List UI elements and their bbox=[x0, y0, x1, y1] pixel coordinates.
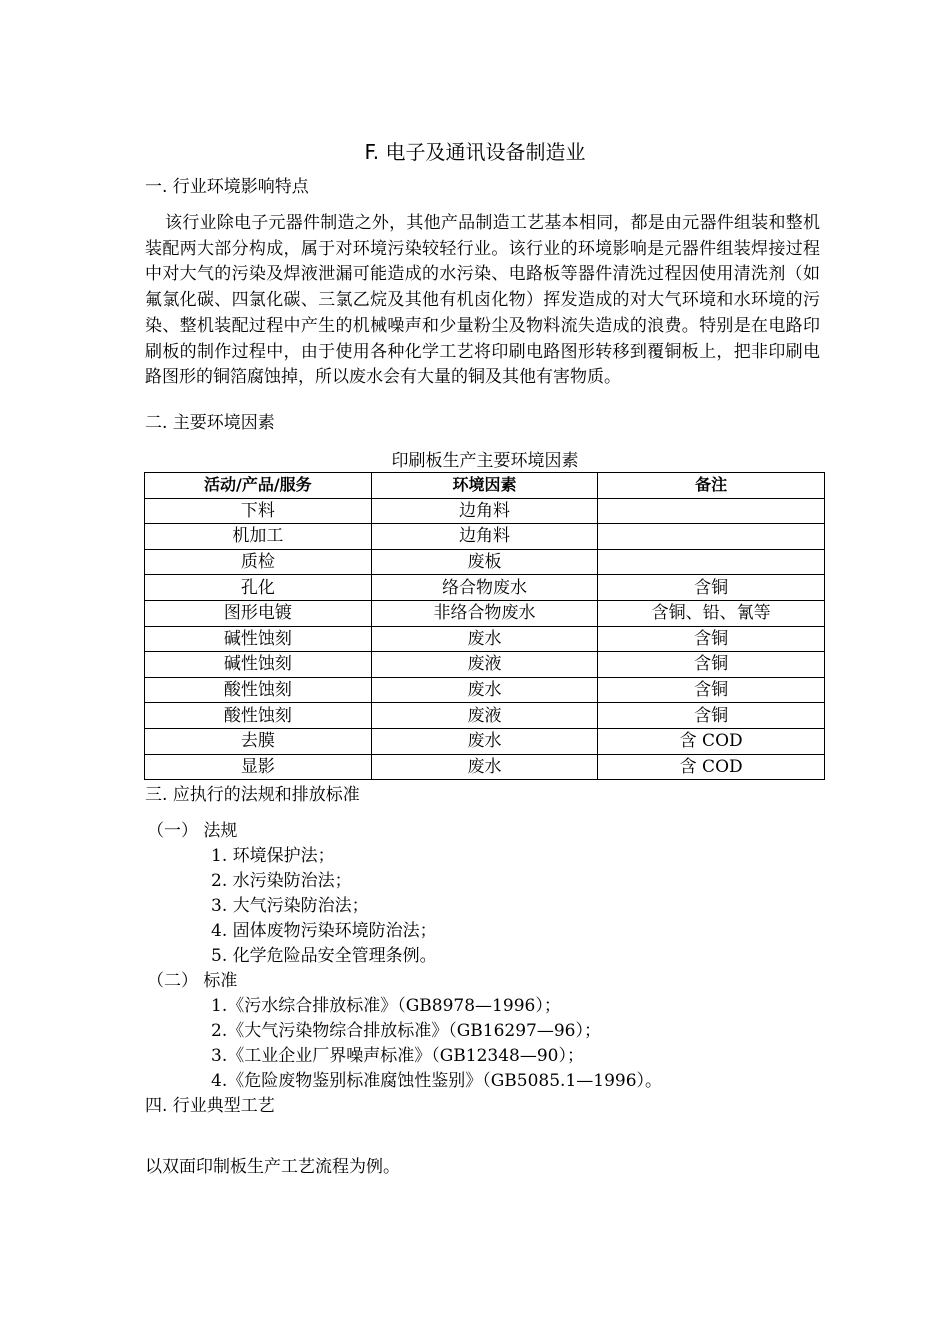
table-cell: 含铜、铅、氰等 bbox=[598, 600, 825, 626]
table-cell: 质检 bbox=[145, 549, 372, 575]
table-cell: 孔化 bbox=[145, 575, 372, 601]
column-header-remark: 备注 bbox=[598, 473, 825, 499]
table-row bbox=[145, 549, 825, 575]
table-cell: 废水 bbox=[371, 754, 598, 780]
document-title: F. 电子及通讯设备制造业 bbox=[364, 140, 586, 164]
table-row bbox=[145, 498, 825, 524]
table-cell: 图形电镀 bbox=[145, 600, 372, 626]
list-item: 3.《工业企业厂界噪声标准》（GB12348—90）； bbox=[211, 1046, 585, 1066]
section-heading-process: 四. 行业典型工艺 bbox=[145, 1096, 275, 1116]
table-cell: 机加工 bbox=[145, 524, 372, 550]
table-cell: 含铜 bbox=[598, 626, 825, 652]
table-cell: 废液 bbox=[371, 652, 598, 678]
list-item: 3. 大气污染防治法； bbox=[211, 896, 369, 916]
standards-label: （二） 标准 bbox=[147, 971, 238, 991]
table-cell: 含铜 bbox=[598, 652, 825, 678]
table-row bbox=[145, 626, 825, 652]
list-item: 4.《危险废物鉴别标准腐蚀性鉴别》（GB5085.1—1996）。 bbox=[211, 1071, 663, 1091]
table-cell: 含铜 bbox=[598, 575, 825, 601]
table-cell: 络合物废水 bbox=[371, 575, 598, 601]
table-cell: 碱性蚀刻 bbox=[145, 626, 372, 652]
table-row bbox=[145, 728, 825, 754]
table-row bbox=[145, 677, 825, 703]
laws-label: （一） 法规 bbox=[147, 821, 238, 841]
table-cell: 含 COD bbox=[598, 754, 825, 780]
table-cell: 非络合物废水 bbox=[371, 600, 598, 626]
table-cell: 含 COD bbox=[598, 728, 825, 754]
list-item: 2. 水污染防治法； bbox=[211, 871, 352, 891]
table-cell: 废水 bbox=[371, 728, 598, 754]
section-heading-characteristics: 一. 行业环境影响特点 bbox=[145, 177, 309, 197]
table-cell: 废水 bbox=[371, 677, 598, 703]
section-heading-factors: 二. 主要环境因素 bbox=[145, 413, 275, 433]
table-cell: 去膜 bbox=[145, 728, 372, 754]
table-cell bbox=[598, 549, 825, 575]
table-row bbox=[145, 652, 825, 678]
section-heading-regulations: 三. 应执行的法规和排放标准 bbox=[145, 785, 360, 805]
list-item: 4. 固体废物污染环境防治法； bbox=[211, 921, 437, 941]
table-cell: 含铜 bbox=[598, 677, 825, 703]
table-cell: 含铜 bbox=[598, 703, 825, 729]
table-caption: 印刷板生产主要环境因素 bbox=[391, 451, 579, 471]
table-cell: 废液 bbox=[371, 703, 598, 729]
column-header-factor: 环境因素 bbox=[371, 473, 598, 499]
table-row bbox=[145, 575, 825, 601]
column-header-activity: 活动/产品/服务 bbox=[145, 473, 372, 499]
table-row bbox=[145, 524, 825, 550]
list-item: 2.《大气污染物综合排放标准》（GB16297—96）； bbox=[211, 1021, 602, 1041]
table-cell: 酸性蚀刻 bbox=[145, 703, 372, 729]
table-row bbox=[145, 703, 825, 729]
table-cell bbox=[598, 498, 825, 524]
table-cell: 边角料 bbox=[371, 524, 598, 550]
table-row bbox=[145, 600, 825, 626]
list-item: 1. 环境保护法； bbox=[211, 846, 335, 866]
table-row bbox=[145, 754, 825, 780]
table-cell: 边角料 bbox=[371, 498, 598, 524]
list-item: 5. 化学危险品安全管理条例。 bbox=[211, 946, 437, 966]
table-cell: 酸性蚀刻 bbox=[145, 677, 372, 703]
process-intro-text: 以双面印制板生产工艺流程为例。 bbox=[145, 1157, 400, 1177]
environment-factors-table bbox=[144, 472, 825, 780]
list-item: 1.《污水综合排放标准》（GB8978—1996）； bbox=[211, 996, 561, 1016]
table-cell: 显影 bbox=[145, 754, 372, 780]
characteristics-paragraph: 该行业除电子元器件制造之外，其他产品制造工艺基本相同，都是由元器件组装和整机装配两大部分构成，属于对环境污染较轻行业。该行业的环境影响是元器件组装焊接过程中对大气的污染及焊液泄漏可能造成的水污染、电路板等器件清洗过程因使用清洗剂（如氟氯化碳、四氯化碳、三氯乙烷及其他有机卤化物）挥发造成的对大气环境和水环境的污染、整机装配过程中产生的机械噪声和少量粉尘及物料流失造成的浪费。特别是在电路印刷板的制作过程中，由于使用各种化学工艺将印刷电路图形转移到覆铜板上，把非印刷电路图形的铜箔腐蚀掉，所以废水会有大量的铜及其他有害物质。 bbox=[145, 213, 820, 388]
table-cell: 废水 bbox=[371, 626, 598, 652]
table-cell bbox=[598, 524, 825, 550]
table-header-row bbox=[145, 473, 825, 499]
table-cell: 碱性蚀刻 bbox=[145, 652, 372, 678]
table-cell: 下料 bbox=[145, 498, 372, 524]
table-cell: 废板 bbox=[371, 549, 598, 575]
